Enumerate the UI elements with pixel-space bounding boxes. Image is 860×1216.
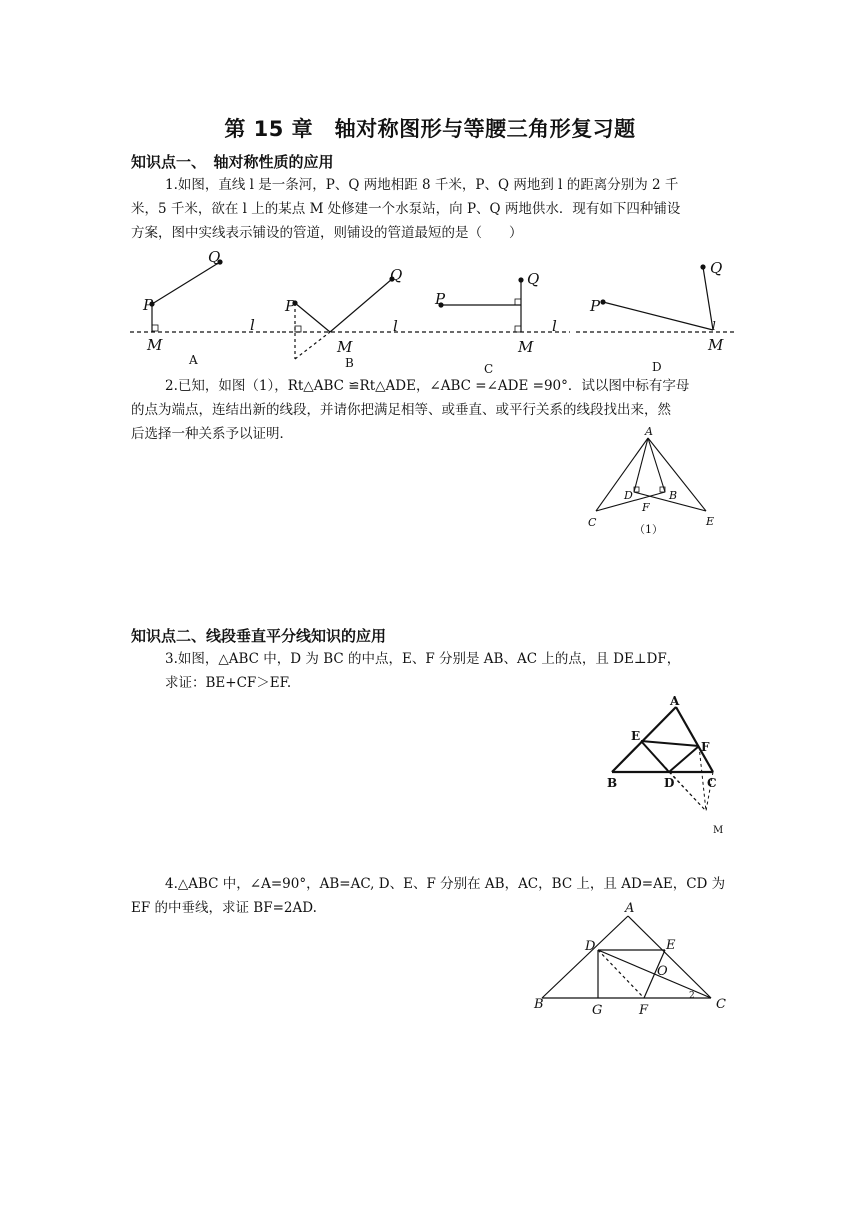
section-heading-2: 知识点二、线段垂直平分线知识的应用 bbox=[131, 627, 387, 645]
page-title: 第 15 章 轴对称图形与等腰三角形复习题 bbox=[224, 117, 636, 141]
q1c-label-m: M bbox=[518, 338, 534, 356]
q4-line-2: EF 的中垂线，求证 BF=2AD. bbox=[131, 900, 317, 916]
q4-label-o: O bbox=[657, 964, 668, 979]
q1-line-1: 1.如图，直线 l 是一条河，P、Q 两地相距 8 千米，P、Q 两地到 l 的距离分别为 2 千 bbox=[165, 177, 679, 193]
q4-label-angle: 2 bbox=[689, 991, 695, 1001]
option-a-label: A bbox=[189, 353, 198, 367]
q1d-label-q: Q bbox=[710, 259, 723, 277]
q3-line-1: 3.如图，△ABC 中，D 为 BC 的中点，E、F 分别是 AB、AC 上的点，且 DE⊥DF， bbox=[165, 651, 681, 667]
q3-label-c: C bbox=[707, 776, 717, 790]
q4-label-b: B bbox=[534, 997, 544, 1012]
option-c-label: C bbox=[484, 362, 494, 376]
q4-figure bbox=[542, 916, 711, 998]
q3-label-m: M bbox=[713, 825, 724, 836]
option-d-label: D bbox=[652, 360, 662, 374]
q1a-label-l: l bbox=[250, 316, 255, 334]
q1a-label-q: Q bbox=[208, 248, 221, 266]
q1a-label-m: M bbox=[147, 336, 163, 354]
q1c-label-q: Q bbox=[527, 270, 540, 288]
pipe-pq-a bbox=[152, 262, 220, 304]
q4-label-d: D bbox=[585, 939, 596, 954]
q1a-label-p: P bbox=[143, 296, 154, 314]
q3-label-a: A bbox=[670, 694, 680, 708]
q3-label-e: E bbox=[631, 729, 641, 743]
q2-label-a: A bbox=[645, 425, 653, 438]
q1c-label-p: P bbox=[435, 290, 446, 308]
q1-line-3: 方案，图中实线表示铺设的管道，则铺设的管道最短的是（ ） bbox=[131, 225, 523, 241]
pipe-pm-d bbox=[603, 302, 713, 330]
q1b-label-l: l bbox=[393, 317, 398, 335]
q3-label-b: B bbox=[607, 776, 618, 790]
q2-label-f: F bbox=[642, 501, 650, 514]
q3-label-d: D bbox=[664, 776, 675, 790]
q4-label-c: C bbox=[716, 997, 726, 1012]
q1c-label-l: l bbox=[552, 317, 557, 335]
q2-label-b: B bbox=[669, 489, 678, 502]
pipe-mq-b bbox=[330, 279, 392, 332]
pipe-pm-b bbox=[295, 303, 330, 332]
option-b-label: B bbox=[345, 356, 354, 370]
q1b-label-q: Q bbox=[390, 266, 403, 284]
q3-line-2: 求证：BE+CF＞EF. bbox=[165, 675, 292, 691]
q4-label-g: G bbox=[592, 1003, 603, 1018]
q1b-label-p: P bbox=[285, 297, 296, 315]
q4-line-1: 4.△ABC 中，∠A=90°，AB=AC, D、E、F 分别在 AB，AC，BC 上，且 AD=AE，CD 为 bbox=[165, 876, 726, 892]
q2-label-c: C bbox=[588, 516, 597, 529]
q1d-label-m: M bbox=[708, 336, 724, 354]
q1-line-2: 米，5 千米，欲在 l 上的某点 M 处修建一个水泵站，向 P、Q 两地供水．现有如下四种铺设 bbox=[131, 201, 681, 217]
q3-label-f: F bbox=[701, 740, 710, 754]
q1d-label-p: P bbox=[590, 297, 601, 315]
q1d-label-l: l bbox=[712, 319, 716, 333]
section-heading-1: 知识点一、 轴对称性质的应用 bbox=[131, 153, 334, 171]
q2-line-2: 的点为端点，连结出新的线段，并请你把满足相等、或垂直、或平行关系的线段找出来，然 bbox=[131, 402, 671, 418]
q2-label-d: D bbox=[624, 489, 633, 502]
q2-figure bbox=[596, 438, 706, 511]
q4-label-f: F bbox=[639, 1003, 649, 1018]
q4-label-e: E bbox=[666, 938, 676, 953]
q2-line-1: 2.已知，如图（1），Rt△ABC ≌Rt△ADE，∠ABC =∠ADE =90°．试以图中标有字母 bbox=[165, 378, 690, 394]
q2-line-3: 后选择一种关系予以证明． bbox=[131, 426, 293, 442]
q1b-label-m: M bbox=[337, 338, 353, 356]
q3-figure bbox=[612, 707, 713, 811]
q4-label-a: A bbox=[625, 901, 635, 916]
q2-label-e: E bbox=[706, 515, 715, 528]
q2-figure-caption: （1） bbox=[634, 523, 663, 536]
